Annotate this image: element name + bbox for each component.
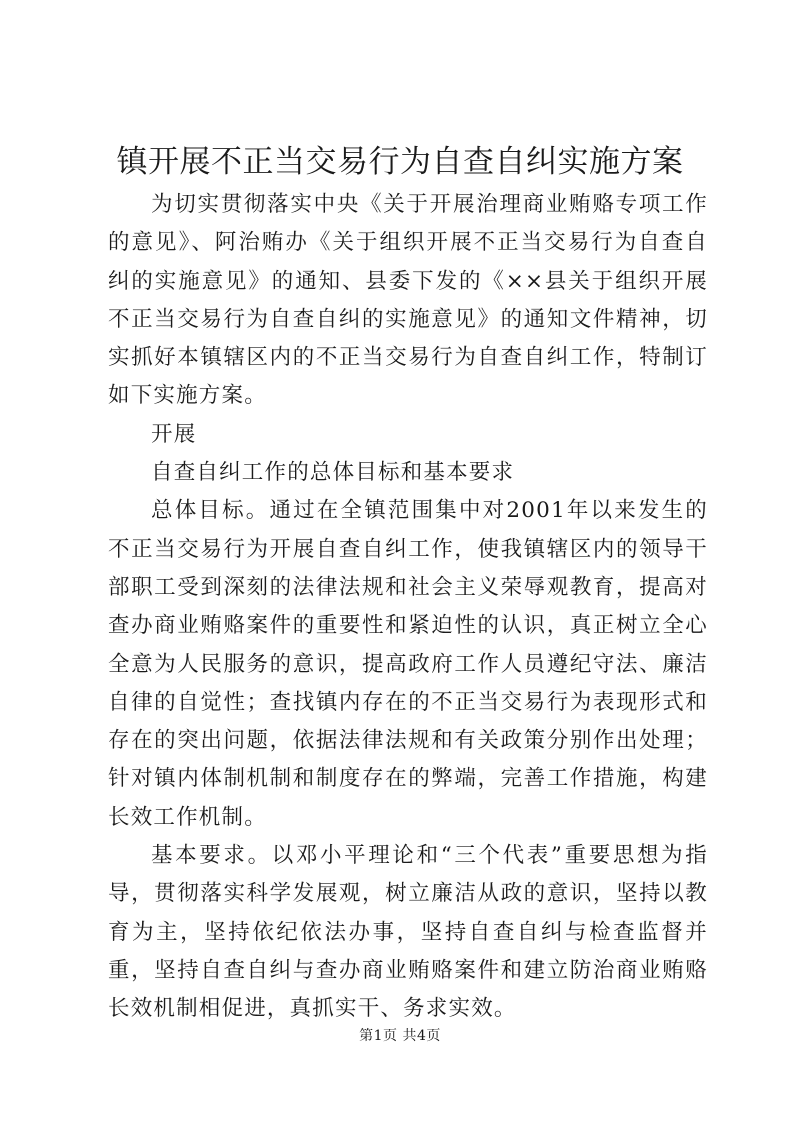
paragraph-intro: 为切实贯彻落实中央《关于开展治理商业贿赂专项工作的意见》、阿治贿办《关于组织开展不正当交易行为自查自纠的实施意见》的通知、县委下发的《××县关于组织开展不正当交易行为自查自纠的实施意见》的通知文件精神，切实抓好本镇辖区内的不正当交易行为自查自纠工作，特制订如下实施方案。 bbox=[108, 192, 708, 409]
page-title: 镇开展不正当交易行为自查自纠实施方案 bbox=[116, 144, 684, 180]
document-body bbox=[108, 186, 708, 1029]
page-footer: 第1页 共4页 bbox=[359, 1028, 441, 1044]
paragraph-heading-kaizhan: 开展 bbox=[151, 421, 197, 447]
paragraph-overall-goal: 总体目标。通过在全镇范围集中对2001年以来发生的不正当交易行为开展自查自纠工作，使我镇辖区内的领导干部职工受到深刻的法律法规和社会主义荣辱观教育，提高对查办商业贿赂案件的重要性和紧迫性的认识，真正树立全心全意为人民服务的意识，提高政府工作人员遵纪守法、廉洁自律的自觉性；查找镇内存在的不正当交易行为表现形式和存在的突出问题，依据法律法规和有关政策分别作出处理；针对镇内体制机制和制度存在的弊端，完善工作措施，构建长效工作机制。 bbox=[108, 498, 708, 830]
paragraph-section-heading: 自查自纠工作的总体目标和基本要求 bbox=[151, 460, 515, 486]
paragraph-basic-requirements: 基本要求。以邓小平理论和“三个代表”重要思想为指导，贯彻落实科学发展观，树立廉洁从政的意识，坚持以教育为主，坚持依纪依法办事，坚持自查自纠与检查监督并重，坚持自查自纠与查办商业贿赂案件和建立防治商业贿赂长效机制相促进，真抓实干、务求实效。 bbox=[108, 843, 708, 1022]
